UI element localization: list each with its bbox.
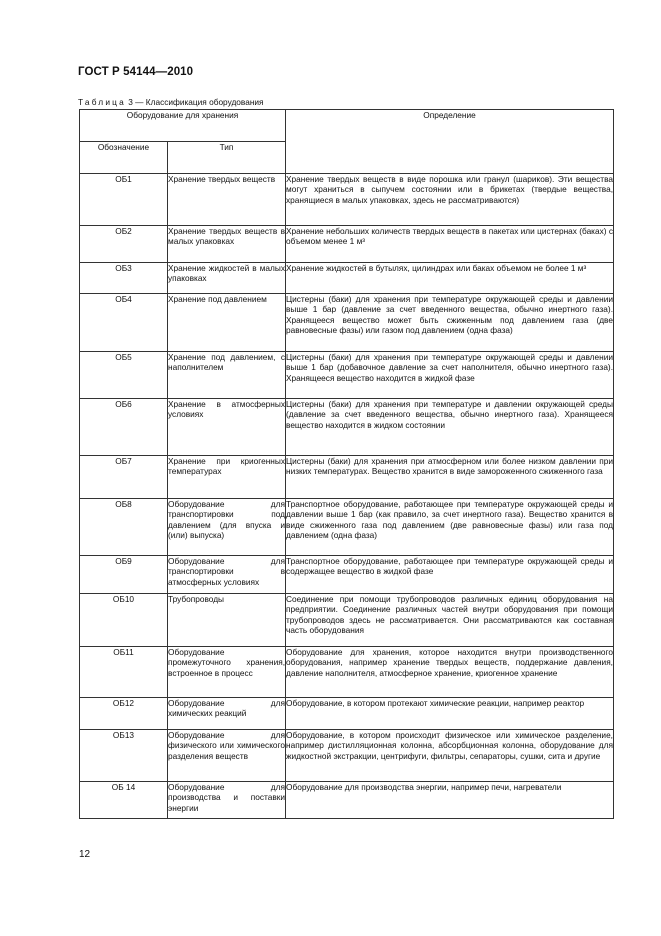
table-body xyxy=(80,174,614,819)
table-row xyxy=(80,263,614,294)
table-row xyxy=(80,174,614,226)
header-storage-equipment: Оборудование для хранения xyxy=(80,110,286,142)
row-definition: Хранение твердых веществ в виде порошка или гранул (шариков). Эти вещества могут храниться в сыпучем состоянии или в брикетах (твердые вещества, хранящиеся в малых упаковках, здесь не рассматриваются) xyxy=(286,174,614,226)
row-definition: Оборудование для производства энергии, например печи, нагреватели xyxy=(286,782,614,819)
row-definition: Цистерны (баки) для хранения при температуре окружающей среды и давлении выше 1 бар (давление за счет введенного вещества, обычно инертного газа). Хранящееся вещество может быть сжиженным под давлением газа (две равновесные фазы) или газом под давлением (одна фаза) xyxy=(286,294,614,352)
row-type: Оборудование для производства и поставки энергии xyxy=(168,782,286,819)
row-code: ОБ5 xyxy=(80,352,168,399)
row-code: ОБ1 xyxy=(80,174,168,226)
table-caption xyxy=(78,97,264,107)
table-row xyxy=(80,594,614,647)
document-header: ГОСТ Р 54144—2010 xyxy=(78,66,194,78)
row-code: ОБ10 xyxy=(80,594,168,647)
row-type: Хранение твердых веществ xyxy=(168,174,286,226)
table-row xyxy=(80,226,614,263)
caption-title: — Классификация оборудования xyxy=(132,97,264,107)
row-code: ОБ9 xyxy=(80,556,168,594)
row-definition: Оборудование, в котором происходит физическое или химическое разделение, например дистилляционная колонна, абсорбционная колонна, оборудование для жидкостной экстракции, центрифуги, фильтры, сепараторы, сушки, сита и другие xyxy=(286,730,614,782)
row-definition: Транспортное оборудование, работающее при температуре окружающей среды и содержащее вещество в жидкой фазе xyxy=(286,556,614,594)
row-code: ОБ2 xyxy=(80,226,168,263)
table-row xyxy=(80,352,614,399)
row-type: Трубопроводы xyxy=(168,594,286,647)
row-definition: Соединение при помощи трубопроводов различных единиц оборудования на предприятии. Соединение различных частей внутри оборудования при помощи трубопроводов здесь не рассматривается. Они рассматриваются как составная часть оборудования xyxy=(286,594,614,647)
table-row xyxy=(80,294,614,352)
row-type: Хранение под давлением, с наполнителем xyxy=(168,352,286,399)
row-code: ОБ8 xyxy=(80,499,168,556)
table-row xyxy=(80,499,614,556)
row-code: ОБ3 xyxy=(80,263,168,294)
row-type: Хранение в атмосферных условиях xyxy=(168,399,286,456)
page-number: 12 xyxy=(79,849,91,860)
row-definition: Оборудование, в котором протекают химические реакции, например реактор xyxy=(286,698,614,730)
row-type: Оборудование для физического или химического разделения веществ xyxy=(168,730,286,782)
row-definition: Цистерны (баки) для хранения при температуре и давлении окружающей среды (давление за счет введенного вещества, обычно инертного газа). Хранящееся вещество находится в жидком состоянии xyxy=(286,399,614,456)
row-type: Хранение при криогенных температурах xyxy=(168,456,286,499)
row-definition: Цистерны (баки) для хранения при атмосферном или более низком давлении при низких температурах. Вещество хранится в виде замороженного сжиженного газа xyxy=(286,456,614,499)
table-row xyxy=(80,456,614,499)
row-definition: Хранение жидкостей в бутылях, цилиндрах или баках объемом не более 1 м³ xyxy=(286,263,614,294)
row-type: Хранение твердых веществ в малых упаковках xyxy=(168,226,286,263)
row-code: ОБ 14 xyxy=(80,782,168,819)
table-row xyxy=(80,556,614,594)
row-type: Хранение под давлением xyxy=(168,294,286,352)
row-code: ОБ7 xyxy=(80,456,168,499)
caption-prefix: Таблица xyxy=(78,97,126,107)
row-code: ОБ11 xyxy=(80,647,168,698)
row-code: ОБ4 xyxy=(80,294,168,352)
table-row xyxy=(80,647,614,698)
table-row xyxy=(80,782,614,819)
row-definition: Транспортное оборудование, работающее при температуре окружающей среды и давлении выше 1 бар (как правило, за счет инертного газа). Вещество хранится в виде сжиженного газа под давлением (две равновесные фазы) или газа под давлением (одна фаза) xyxy=(286,499,614,556)
row-code: ОБ12 xyxy=(80,698,168,730)
row-definition: Оборудование для хранения, которое находится внутри производственного оборудования, например хранение твердых веществ, поддержание давления, давление наполнителя, атмосферное хранение, криогенное хранение xyxy=(286,647,614,698)
table-row xyxy=(80,730,614,782)
table-row xyxy=(80,399,614,456)
classification-table xyxy=(79,109,614,819)
row-code: ОБ13 xyxy=(80,730,168,782)
row-definition: Хранение небольших количеств твердых веществ в пакетах или цистернах (баках) с объемом менее 1 м³ xyxy=(286,226,614,263)
caption-number: 3 xyxy=(128,97,133,107)
row-type: Оборудование для транспортировки в атмосферных условиях xyxy=(168,556,286,594)
row-code: ОБ6 xyxy=(80,399,168,456)
header-code: Обозначение xyxy=(80,142,168,174)
header-definition: Определение xyxy=(286,110,614,174)
row-definition: Цистерны (баки) для хранения при температуре окружающей среды и давлении выше 1 бар (добавочное давление за счет наполнителя, обычно инертного газа). Хранящееся вещество находится в жидкой фазе xyxy=(286,352,614,399)
row-type: Оборудование для транспортировки под давлением (для впуска и (или) выпуска) xyxy=(168,499,286,556)
table-row xyxy=(80,698,614,730)
row-type: Хранение жидкостей в малых упаковках xyxy=(168,263,286,294)
header-type: Тип xyxy=(168,142,286,174)
row-type: Оборудование для химических реакций xyxy=(168,698,286,730)
row-type: Оборудование промежуточного хранения, встроенное в процесс xyxy=(168,647,286,698)
